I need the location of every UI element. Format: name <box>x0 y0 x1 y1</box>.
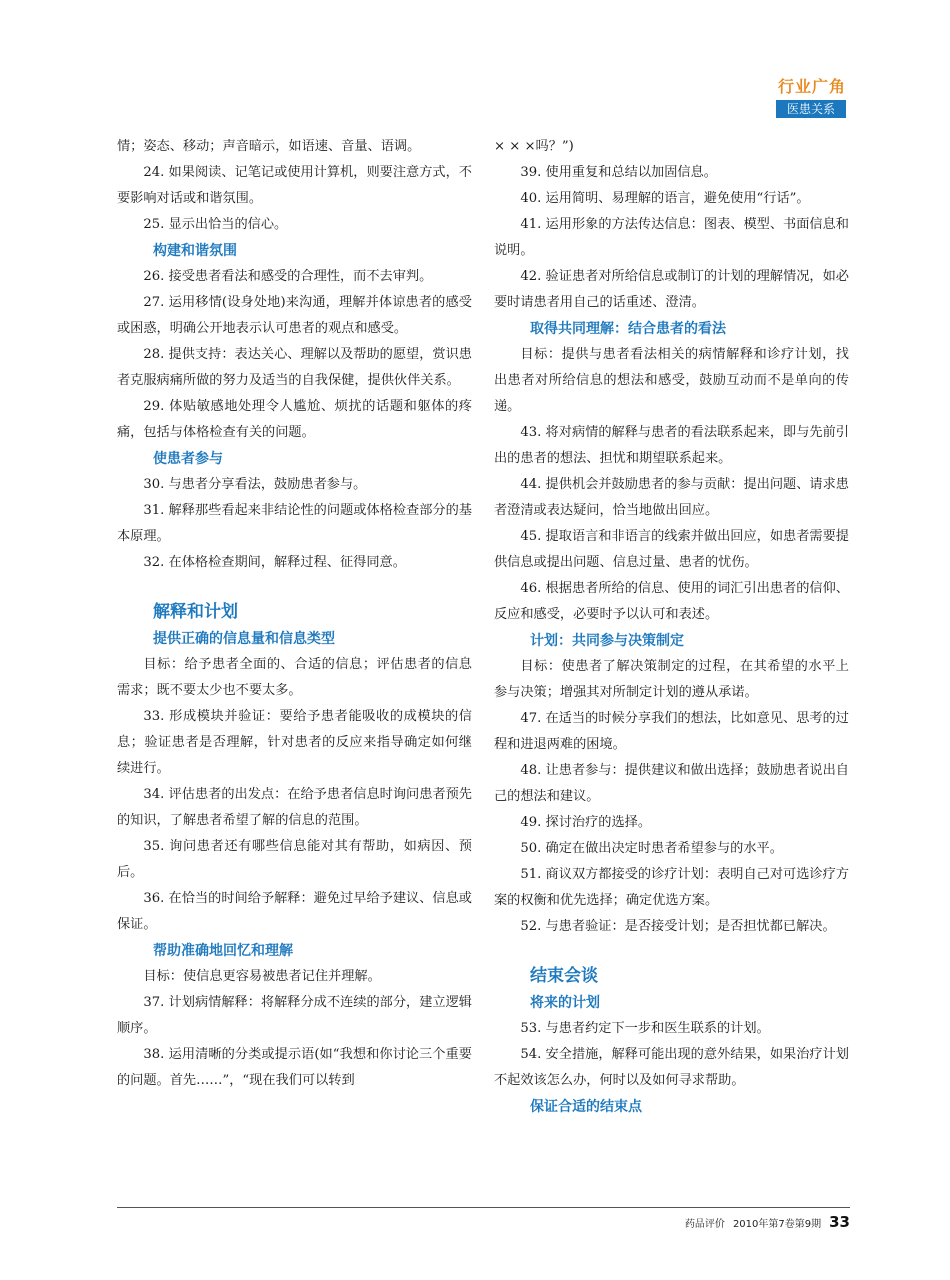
paragraph: 49. 探讨治疗的选择。 <box>520 815 652 830</box>
subsection-label: 医患关系 <box>776 100 846 118</box>
paragraph: 目标：使患者了解决策制定的过程，在其希望的水平上参与决策；增强其对所制定计划的遵从承诺。 <box>494 659 849 700</box>
section-title: 行业广角 <box>777 77 846 96</box>
page-footer <box>685 1213 850 1231</box>
paragraph: 44. 提供机会并鼓励患者的参与贡献：提出问题、请求患者澄清或表达疑问，恰当地做出回应。 <box>494 477 849 518</box>
paragraph: 目标：给予患者全面的、合适的信息；评估患者的信息需求；既不要太少也不要太多。 <box>117 657 472 698</box>
section-tag <box>774 76 846 118</box>
subheading: 保证合适的结束点 <box>530 1099 642 1115</box>
paragraph: 36. 在恰当的时间给予解释：避免过早给予建议、信息或保证。 <box>117 891 472 932</box>
paragraph: 48. 让患者参与：提供建议和做出选择；鼓励患者说出自己的想法和建议。 <box>494 763 849 804</box>
left-column <box>117 134 472 1094</box>
paragraph: 39. 使用重复和总结以加固信息。 <box>520 165 717 180</box>
paragraph: 41. 运用形象的方法传达信息：图表、模型、书面信息和说明。 <box>494 217 849 258</box>
paragraph: 28. 提供支持：表达关心、理解以及帮助的愿望，赏识患者克服病痛所做的努力及适当的自我保健，提供伙伴关系。 <box>117 347 472 388</box>
paragraph: 40. 运用简明、易理解的语言，避免使用“行话”。 <box>520 191 810 206</box>
subheading: 计划：共同参与决策制定 <box>530 633 684 649</box>
subheading: 构建和谐氛围 <box>153 243 237 259</box>
paragraph: 30. 与患者分享看法，鼓励患者参与。 <box>143 477 367 492</box>
subheading: 将来的计划 <box>530 995 600 1011</box>
paragraph: 52. 与患者验证：是否接受计划；是否担忧都已解决。 <box>520 919 836 934</box>
section-heading: 解释和计划 <box>153 602 238 622</box>
paragraph: 26. 接受患者看法和感受的合理性，而不去审判。 <box>143 269 433 284</box>
paragraph: 42. 验证患者对所给信息或制订的计划的理解情况，如必要时请患者用自己的话重述、澄清。 <box>494 269 849 310</box>
paragraph: 34. 评估患者的出发点：在给予患者信息时询问患者预先的知识，了解患者希望了解的信息的范围。 <box>117 787 472 828</box>
paragraph: 目标：提供与患者看法相关的病情解释和诊疗计划，找出患者对所给信息的想法和感受，鼓励互动而不是单向的传递。 <box>494 347 849 414</box>
paragraph: 50. 确定在做出决定时患者希望参与的水平。 <box>520 841 783 856</box>
paragraph: 24. 如果阅读、记笔记或使用计算机，则要注意方式，不要影响对话或和谐氛围。 <box>117 165 472 206</box>
section-heading: 结束会谈 <box>530 966 598 986</box>
paragraph: 53. 与患者约定下一步和医生联系的计划。 <box>520 1021 770 1036</box>
paragraph: 32. 在体格检查期间，解释过程、征得同意。 <box>143 555 406 570</box>
footer-divider <box>117 1207 850 1208</box>
paragraph: × × ×吗？”) <box>494 139 574 154</box>
paragraph: 29. 体贴敏感地处理令人尴尬、烦扰的话题和躯体的疼痛，包括与体格检查有关的问题。 <box>117 399 472 440</box>
paragraph: 情；姿态、移动；声音暗示，如语速、音量、语调。 <box>117 139 421 154</box>
paragraph: 35. 询问患者还有哪些信息能对其有帮助，如病因、预后。 <box>117 839 472 880</box>
paragraph: 38. 运用清晰的分类或提示语(如“我想和你讨论三个重要的问题。首先……”，“现在我们可以转到 <box>117 1047 472 1088</box>
paragraph: 54. 安全措施，解释可能出现的意外结果，如果治疗计划不起效该怎么办，何时以及如何寻求帮助。 <box>494 1047 849 1088</box>
paragraph: 25. 显示出恰当的信心。 <box>143 217 288 232</box>
paragraph: 45. 提取语言和非语言的线索并做出回应，如患者需要提供信息或提出问题、信息过量、患者的忧伤。 <box>494 529 849 570</box>
paragraph: 37. 计划病情解释：将解释分成不连续的部分，建立逻辑顺序。 <box>117 995 472 1036</box>
issue-info: 2010年第7卷第9期 <box>732 1219 822 1230</box>
page-number: 33 <box>829 1213 850 1231</box>
paragraph: 43. 将对病情的解释与患者的看法联系起来，即与先前引出的患者的想法、担忧和期望联系起来。 <box>494 425 849 466</box>
paragraph: 目标：使信息更容易被患者记住并理解。 <box>143 969 381 984</box>
subheading: 提供正确的信息量和信息类型 <box>153 631 335 647</box>
subheading: 帮助准确地回忆和理解 <box>153 943 293 959</box>
paragraph: 51. 商议双方都接受的诊疗计划：表明自己对可选诊疗方案的权衡和优先选择；确定优选方案。 <box>494 867 849 908</box>
paragraph: 46. 根据患者所给的信息、使用的词汇引出患者的信仰、反应和感受，必要时予以认可和表述。 <box>494 581 849 622</box>
journal-name: 药品评价 <box>684 1219 725 1230</box>
subheading: 使患者参与 <box>153 451 223 467</box>
paragraph: 47. 在适当的时候分享我们的想法，比如意见、思考的过程和进退两难的困境。 <box>494 711 849 752</box>
paragraph: 31. 解释那些看起来非结论性的问题或体格检查部分的基本原理。 <box>117 503 472 544</box>
right-column <box>494 134 849 1120</box>
paragraph: 27. 运用移情(设身处地)来沟通，理解并体谅患者的感受或困惑，明确公开地表示认可患者的观点和感受。 <box>117 295 472 336</box>
paragraph: 33. 形成模块并验证：要给予患者能吸收的成模块的信息；验证患者是否理解，针对患者的反应来指导确定如何继续进行。 <box>117 709 472 776</box>
subheading: 取得共同理解：结合患者的看法 <box>530 321 726 337</box>
